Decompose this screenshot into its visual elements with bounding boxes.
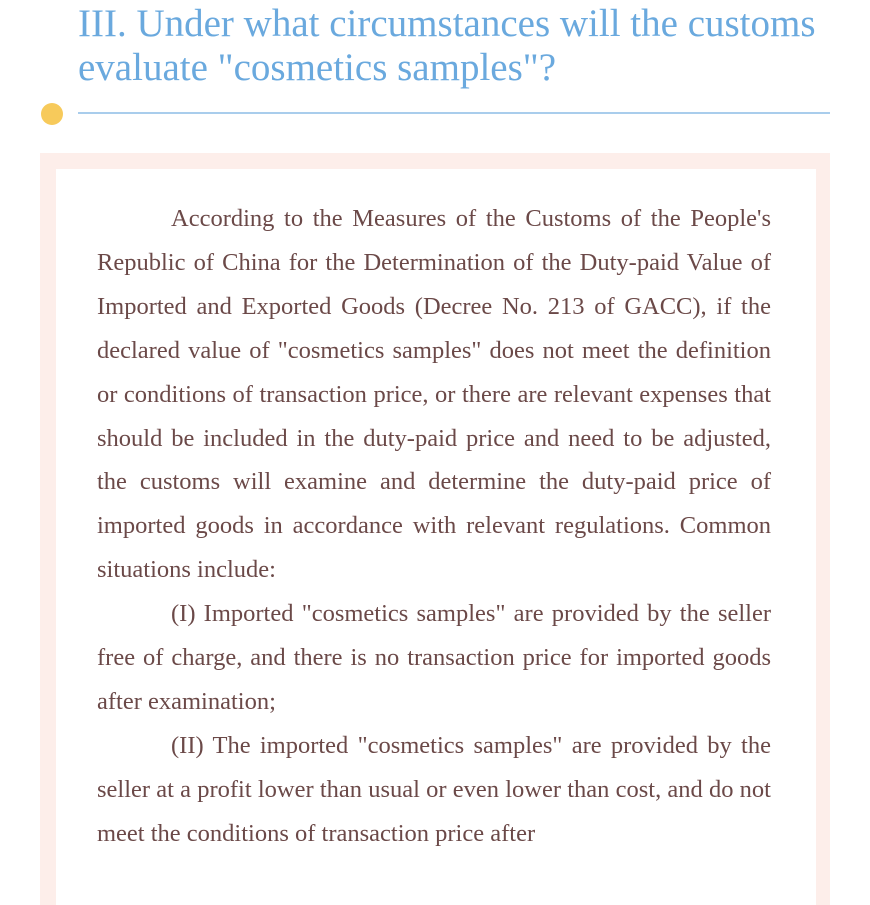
- paragraph-item-1: (I) Imported "cosmetics samples" are provided by the seller free of charge, and there is no transaction price for imported goods after examination;: [97, 600, 771, 715]
- section-title: III. Under what circumstances will the customs evaluate "cosmetics samples"?: [78, 2, 816, 89]
- paragraph-item-2: (II) The imported "cosmetics samples" are provided by the seller at a profit lower than usual or even lower than cost, and do not meet the conditions of transaction price after: [97, 731, 771, 847]
- article-body: [97, 197, 771, 856]
- paragraph-intro: According to the Measures of the Customs of the People's Republic of China for the Determination of the Duty-paid Value of Imported and Exported Goods (Decree No. 213 of GACC), if the declared value of "cosmetics samples" does not meet the definition or conditions of transaction price, or there are relevant expenses that should be included in the duty-paid price and need to be adjusted, the customs will examine and determine the duty-paid price of imported goods in accordance with relevant regulations. Common situations include:: [97, 205, 771, 584]
- accent-dot-icon: [41, 103, 63, 125]
- title-divider: [78, 112, 830, 114]
